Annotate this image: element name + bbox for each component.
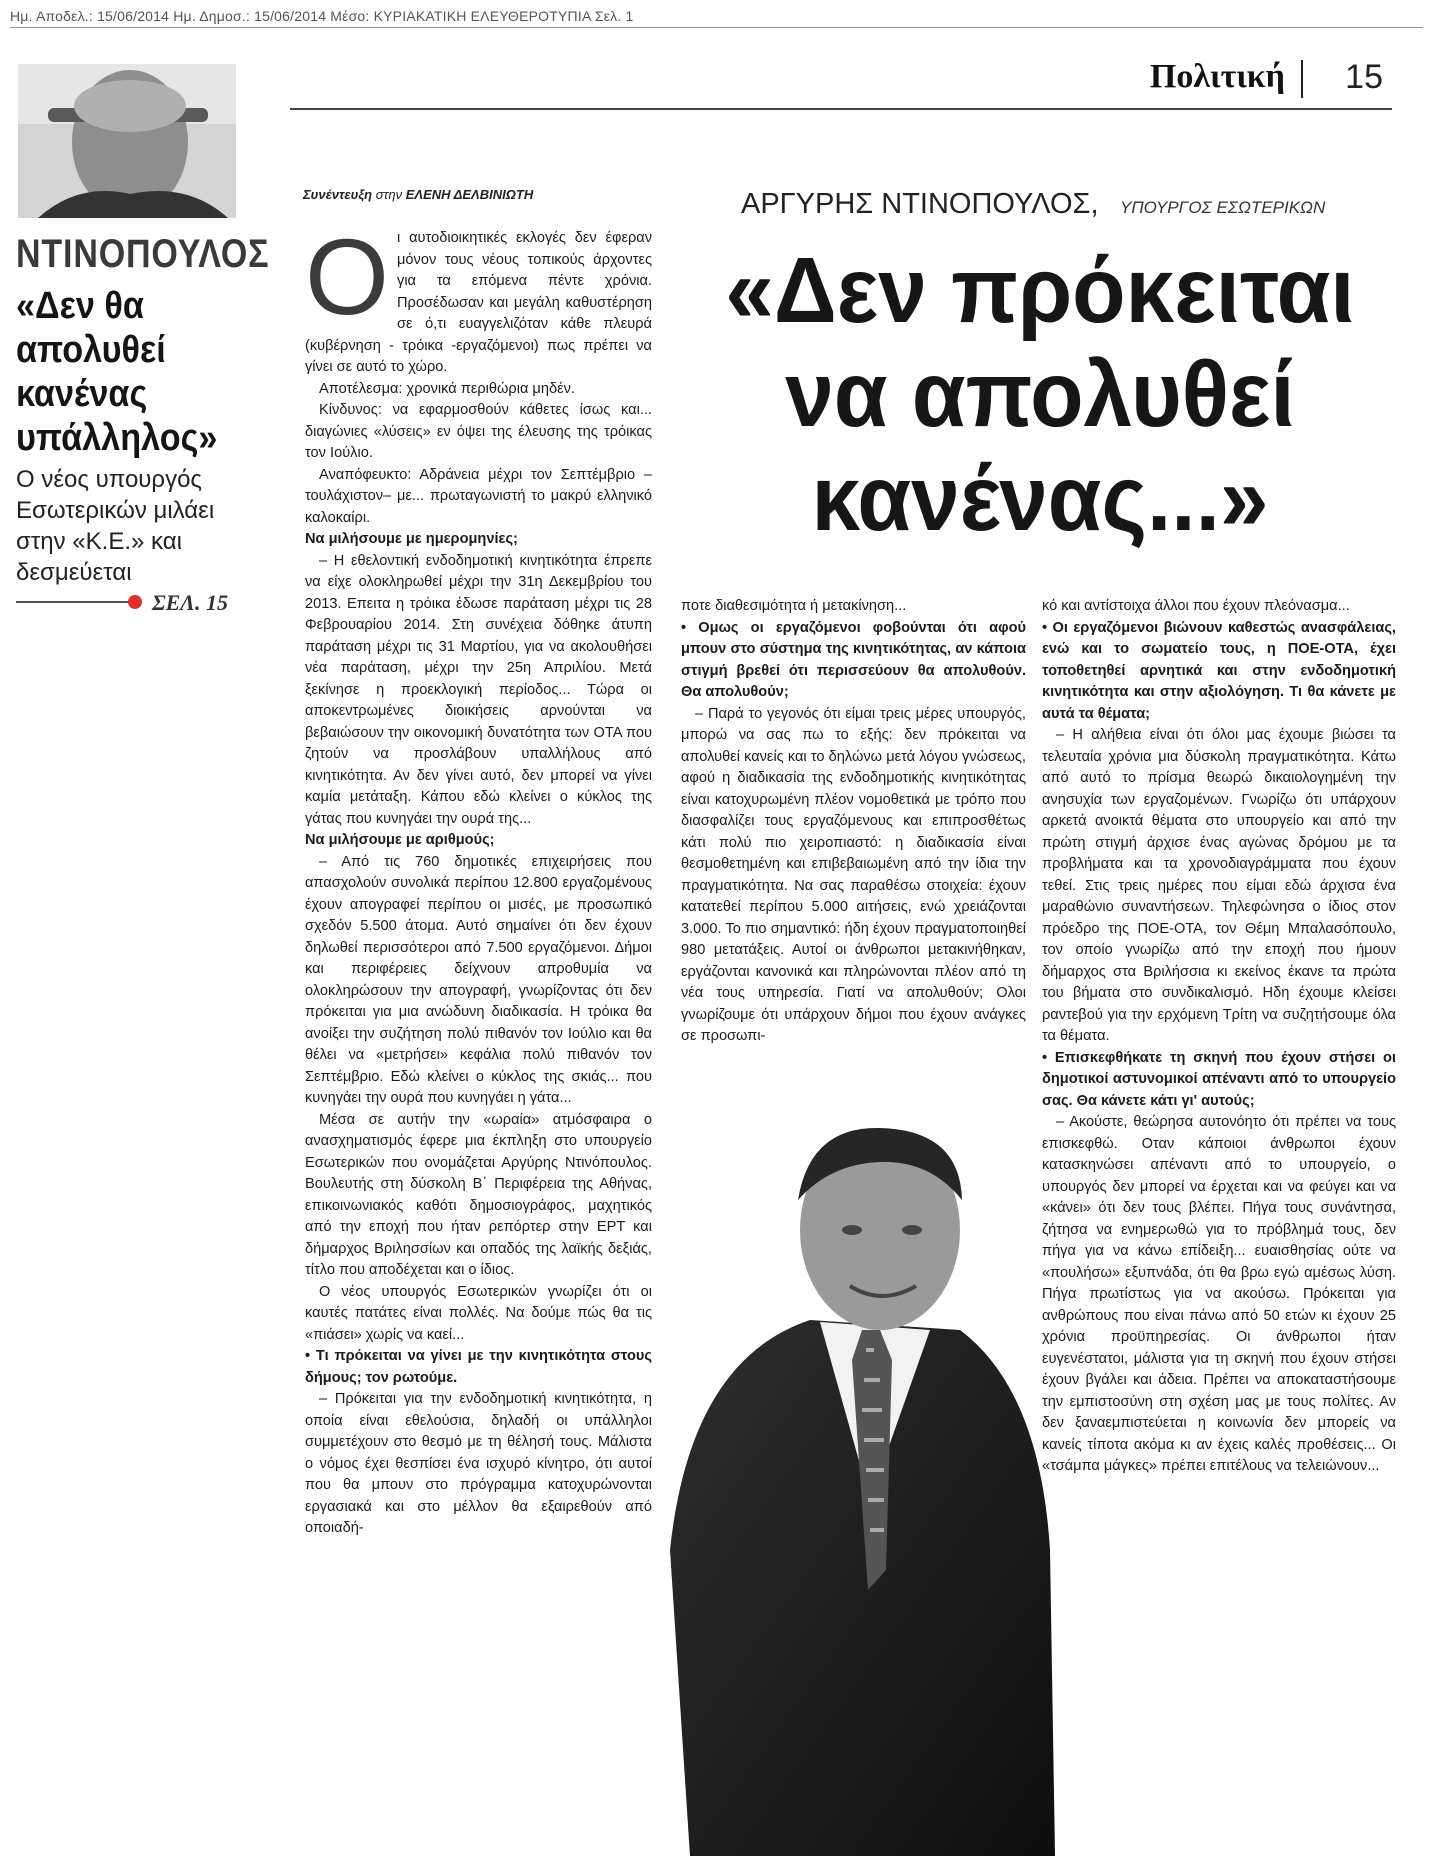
interview-question: • Τι πρόκειται να γίνει με την κινητικότητα στους δήμους; τον ρωτούμε.	[305, 1348, 652, 1386]
interview-question: • Οι εργαζόμενοι βιώνουν καθεστώς ανασφάλειας, ενώ και το σωματείο τους, η ΠΟΕ-ΟΤΑ, έχει τοποθετηθεί αρνητικά και στην ενδοδημοτική κινητικότητα και στην αξιολόγηση. Τι θα κάνετε με αυτά τα θέματα;	[1042, 619, 1396, 722]
article-paragraph: Κίνδυνος: να εφαρμοσθούν κάθετες ίσως και... διαγώνιες «λύσεις» εν όψει της έλευσης της τρόικας τον Ιούλιο.	[305, 402, 652, 461]
article-column-2	[681, 596, 1026, 1048]
main-photo	[630, 1030, 1055, 1856]
section-title: Πολιτική	[1149, 58, 1285, 95]
article-paragraph: – Από τις 760 δημοτικές επιχειρήσεις που απασχολούν συνολικά περίπου 12.800 εργαζομένους έχουν απογραφεί περίπου οι μισές, με προσωπικό σχεδόν 5.500 άτομα. Αυτό σημαίνει ότι δεν έχουν δηλωθεί περισσότεροι από 7.500 εργαζόμενοι. Δήμοι και περιφέρειες δείχνουν απροθυμία να ολοκληρώσουν την απογραφή, γνωρίζοντας ότι δεν πρόκειται για μια ανώδυνη διαδικασία. Η τρόικα θα ανοίξει την συζήτηση πολύ πιθανόν τον Ιούλιο και θα θέλει να «μετρήσει» κεφάλια πολύ πιθανόν τον Σεπτέμβριο. Εδώ κλείνει ο κύκλος της σκιάς... που κυνηγάει την ουρά που κυνηγάει η γάτα...	[305, 853, 652, 1106]
column-2-content	[681, 596, 1026, 1048]
drop-cap: Ο	[305, 216, 390, 337]
red-dot-icon	[128, 595, 142, 609]
article-paragraph: ι αυτοδιοικητικές εκλογές δεν έφεραν μόνον τους νέους τοπικούς άρχοντες για τα επόμενα πέντε χρόνια. Προσέδωσαν και μεγάλη καθυστέρηση σε ό,τι ευαγγελιζόταν κάθε πλευρά (κυβέρνηση - τρόικα -εργαζόμενοι) πως πρέπει να γίνει σε αυτό το χώρο.	[305, 230, 652, 375]
interview-question: • Ομως οι εργαζόμενοι φοβούνται ότι αφού μπουν στο σύστημα της κινητικότητας, αν κάποια στιγμή βρεθεί ότι περισσεύουν θα απολυθούν. Θα απολυθούν;	[681, 619, 1026, 700]
article-paragraph: Αναπόφευκτο: Αδράνεια μέχρι τον Σεπτέμβριο –τουλάχιστον– με... πρωταγωνιστή το μακρύ ελληνικό καλοκαίρι.	[305, 466, 652, 526]
article-paragraph: – Ακούστε, θεώρησα αυτονόητο ότι πρέπει να τους επισκεφθώ. Οταν κάποιοι άνθρωποι έχουν κατασκηνώσει απέναντι από το υπουργείο, ο υπουργός δεν μπορεί να έρχεται και να φεύγει και να «κάνει» ότι δεν τους βλέπει. Πήγα τους συνάντησα, ζήτησα να ενημερωθώ για το πρόβλημά τους, δεν πήγα για να κάνω επίδειξη... ευαισθησίας ούτε να «πουλήσω» εξυπνάδα, ότι θα βρω εγώ αμέσως λύση. Πήγα πρωτίστως για να ακούσω. Πρόκειται για ανθρώπους που είναι πάνω από 50 ετών κι έχουν 25 χρόνια προϋπηρεσίας. Οι άνθρωποι ήταν ευγενέστατοι, μάλιστα για τη σκηνή που έχουν στήσει έχουν βγάλει και άδεια. Πρέπει να αποκαταστήσουμε την εμπιστοσύνη στη σχέση μας με τους πολίτες. Αν δεν ξαναεμπιστεύεται η κοινωνία δεν μπορείς να κανείς τίποτα ακόμα κι αν έχεις καλές προθέσεις... Οι «τσάμπα μάγκες» πρέπει επιτέλους να τελειώνουν...	[1042, 1114, 1396, 1474]
interview-question: • Επισκεφθήκατε τη σκηνή που έχουν στήσει οι δημοτικοί αστυνομικοί απέναντι από το υπουργείο σας. Θα κάνετε κάτι γι' αυτούς;	[1042, 1049, 1396, 1109]
article-paragraph: Μέσα σε αυτήν την «ωραία» ατμόσφαιρα ο ανασχηματισμός έφερε μια έκπληξη στο υπουργείο Εσωτερικών που ονομάζεται Αργύρης Ντινόπουλος. Βουλευτής στη δύσκολη Β΄ Περιφέρεια της Αθήνας, επικοινωνιακός καθότι δημοσιογράφος, μαχητικός από την εποχή που ήταν ρεπόρτερ στην ΕΡΤ και δήμαρχος Βριλησσίων και οπαδός της λαϊκής δεξιάς, τίτλο που αποδέχεται και ο ίδιος.	[305, 1111, 652, 1278]
interview-question: Να μιλήσουμε με ημερομηνίες;	[305, 531, 518, 547]
article-paragraph: ποτε διαθεσιμότητα ή μετακίνηση...	[681, 598, 907, 614]
column-1-content	[305, 216, 652, 1540]
article-paragraph: Αποτέλεσμα: χρονικά περιθώρια μηδέν.	[319, 380, 575, 397]
article-column-3	[1042, 596, 1396, 1478]
teaser-portrait-photo	[18, 64, 236, 218]
teaser-name: ΝΤΙΝΟΠΟΥΛΟΣ	[16, 232, 270, 276]
minister-photo-image	[630, 1030, 1055, 1856]
article-paragraph: – Πρόκειται για την ενδοδημοτική κινητικότητα, η οποία είναι εθελούσια, δηλαδή οι υπάλληλοι συμμετέχουν στο θεσμό με τη θέλησή τους. Μάλιστα ο νόμος έχει θεσπίσει ένα ισχυρό κίνητρο, ότι αυτοί που θα μπουν στο πρόγραμμα κατοχυρώνονται εργασιακά και στο μέλλον θα εξαιρεθούν από οποιαδή-	[305, 1391, 652, 1536]
byline-author: ΕΛΕΝΗ ΔΕΛΒΙΝΙΩΤΗ	[405, 187, 534, 202]
article-paragraph: Ο νέος υπουργός Εσωτερικών γνωρίζει ότι οι καυτές πατάτες είναι πολλές. Να δούμε πώς θα τις «πιάσει» χωρίς να καεί...	[305, 1283, 652, 1343]
page-number: 15	[1345, 58, 1383, 96]
teaser-quote: «Δεν θα απολυθεί κανένας υπάλληλος»	[16, 285, 218, 459]
teaser-description: Ο νέος υπουργός Εσωτερικών μιλάει στην «Κ.Ε.» και δεσμεύεται	[16, 466, 215, 586]
interview-question: Να μιλήσουμε με αριθμούς;	[305, 832, 495, 848]
section-separator	[1301, 60, 1303, 98]
byline-mid: στην	[375, 187, 403, 202]
portrait-image	[18, 64, 236, 218]
byline-prefix: Συνέντευξη	[303, 187, 373, 202]
article-kicker-role: ΥΠΟΥΡΓΟΣ ΕΣΩΤΕΡΙΚΩΝ	[1120, 198, 1326, 217]
teaser-rule	[16, 601, 140, 603]
article-kicker: ΑΡΓΥΡΗΣ ΝΤΙΝΟΠΟΥΛΟΣ,	[741, 188, 1099, 220]
teaser-page-reference: ΣΕΛ. 15	[152, 590, 228, 615]
byline	[303, 187, 533, 202]
clipping-metadata: Ημ. Αποδελ.: 15/06/2014 Ημ. Δημοσ.: 15/06/2014 Μέσο: ΚΥΡΙΑΚΑΤΙΚΗ ΕΛΕΥΘΕΡΟΤΥΠΙΑ Σελ. 1	[10, 8, 634, 24]
article-column-1	[305, 216, 652, 1540]
article-paragraph: – Η εθελοντική ενδοδημοτική κινητικότητα έπρεπε να είχε ολοκληρωθεί μέχρι την 31η Δεκεμβρίου του 2013. Επειτα η τρόικα έδωσε παράταση μέχρι τις 28 Φεβρουαρίου 2014. Στη συνέχεια δόθηκε άτυπη παράταση μέχρι τις 31 Μαρτίου, για να ακολουθήσει νέα παράταση, μέχρι την 25η Απριλίου. Μετά ξεκίνησε η προεκλογική περίοδος... Τώρα οι αποκεντρωμένες διοικήσεις αρνούνται να βεβαιώσουν την οικονομική δυνατότητα των ΟΤΑ που ζητούν να προσλάβουν υπαλλήλους από κινητικότητα. Αν δεν γίνει αυτό, δεν μπορεί να γίνει καμία μετάταξη. Κάπου εδώ κλείνει ο κύκλος της γάτας που κυνηγάει την ουρά της...	[305, 552, 652, 827]
column-3-content	[1042, 596, 1396, 1478]
metadata-divider	[10, 27, 1423, 28]
article-paragraph: κό και αντίστοιχα άλλοι που έχουν πλεόνασμα...	[1042, 598, 1350, 614]
header-divider	[290, 108, 1392, 110]
article-paragraph: – Παρά το γεγονός ότι είμαι τρεις μέρες υπουργός, μπορώ να σας πω το εξής: δεν πρόκειται να απολυθεί κανείς και το δηλώνω μετά λόγου γνώσεως, αφού η διαδικασία της ενδοδημοτικής κινητικότητας είναι κατοχυρωμένη πλέον νομοθετικά με τρόπο που διασφαλίζει τους εργαζόμενους και επιπροσθέτως κάτι πολύ πιο χειροπιαστό: η διαδικασία είναι θεσμοθετημένη και επιβεβαιωμένη από την ίδια την πραγματικότητα. Να σας παραθέσω στοιχεία: έχουν κατατεθεί περίπου 5.000 αιτήσεις, ενώ χρειάζονται 3.000. Το πιο σημαντικό: ήδη έχουν πραγματοποιηθεί 980 μετατάξεις. Αυτοί οι άνθρωποι μετακινήθηκαν, εργάζονται κανονικά και πληρώνονται πλέον από τη νέα τους υπηρεσία. Γιατί να απολυθούν; Ολοι γνωρίζουμε ότι υπάρχουν δήμοι που έχουν ανάγκες σε προσωπι-	[681, 705, 1026, 1044]
article-headline: «Δεν πρόκειται να απολυθεί κανένας...»	[725, 238, 1355, 550]
article-paragraph: – Η αλήθεια είναι ότι όλοι μας έχουμε βιώσει τα τελευταία χρόνια μια δύσκολη πραγματικότητα. Κάτω από αυτό το πρίσμα θεωρώ δικαιολογημένη την ανησυχία των εργαζομένων. Γνωρίζω ότι υπάρχουν αρκετά ανοικτά θέματα στο υπουργείο και από την πρώτη στιγμή άρχισε ένας αγώνας δρόμου με τα προβλήματα και τα χρονοδιαγράμματα που έχουν τεθεί. Στις τρεις ημέρες που είμαι εδώ άρχισα ένα μαραθώνιο συναντήσεων. Τηλεφώνησα ο ίδιος στον πρόεδρο της ΠΟΕ-ΟΤΑ, τον Θέμη Μπαλασόπουλο, τον οποίο γνωρίζω από την εποχή που ήμουν δήμαρχος στα Βριλήσσια κι εκείνος έκανε τα πρώτα του βήματα στο συνδικαλισμό. Ηδη έχουμε κλείσει ραντεβού για την ερχόμενη Τρίτη να συζητήσουμε όλα τα θέματα.	[1042, 727, 1396, 1044]
